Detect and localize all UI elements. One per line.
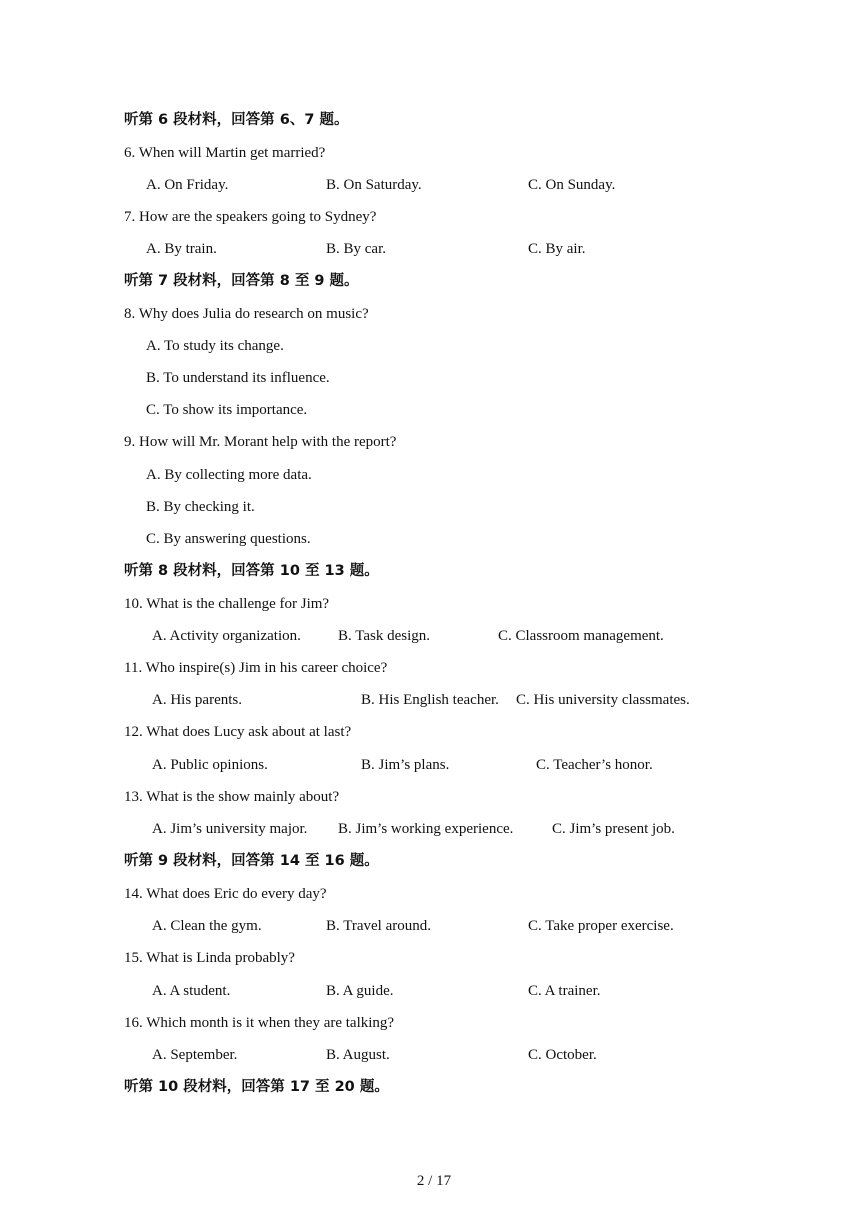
option-9c: C. By answering questions.: [146, 531, 311, 547]
option-14c: C. Take proper exercise.: [528, 918, 674, 934]
option-8a: A. To study its change.: [146, 338, 284, 354]
option-10b: B. Task design.: [338, 628, 431, 644]
option-16a: A. September.: [152, 1047, 238, 1063]
question-12: 12. What does Lucy ask about at last?: [124, 724, 352, 740]
option-16b: B. August.: [326, 1047, 390, 1063]
option-15c: C. A trainer.: [528, 983, 601, 999]
section-heading-9: 听第 9 段材料，回答第 14 至 16 题。: [124, 853, 379, 869]
option-12c: C. Teacher’s honor.: [536, 757, 653, 773]
option-15a: A. A student.: [152, 983, 231, 999]
question-10: 10. What is the challenge for Jim?: [124, 596, 330, 612]
option-9b: B. By checking it.: [146, 499, 255, 515]
option-11a: A. His parents.: [152, 692, 242, 708]
option-13a: A. Jim’s university major.: [152, 821, 308, 837]
page-number: 2 / 17: [416, 1173, 452, 1189]
option-13c: C. Jim’s present job.: [552, 821, 675, 837]
question-16: 16. Which month is it when they are talking?: [124, 1015, 395, 1031]
option-15b: B. A guide.: [326, 983, 394, 999]
question-15: 15. What is Linda probably?: [124, 950, 295, 966]
question-13: 13. What is the show mainly about?: [124, 789, 340, 805]
question-14: 14. What does Eric do every day?: [124, 886, 327, 902]
option-7a: A. By train.: [146, 241, 217, 257]
question-8: 8. Why does Julia do research on music?: [124, 306, 369, 322]
section-heading-7: 听第 7 段材料，回答第 8 至 9 题。: [124, 273, 359, 289]
question-9: 9. How will Mr. Morant help with the report?: [124, 434, 397, 450]
option-6c: C. On Sunday.: [528, 177, 616, 193]
option-6b: B. On Saturday.: [326, 177, 422, 193]
option-16c: C. October.: [528, 1047, 597, 1063]
option-14a: A. Clean the gym.: [152, 918, 262, 934]
option-14b: B. Travel around.: [326, 918, 431, 934]
option-13b: B. Jim’s working experience.: [338, 821, 514, 837]
question-6: 6. When will Martin get married?: [124, 145, 326, 161]
option-12b: B. Jim’s plans.: [361, 757, 450, 773]
question-7: 7. How are the speakers going to Sydney?: [124, 209, 377, 225]
option-7c: C. By air.: [528, 241, 586, 257]
option-8b: B. To understand its influence.: [146, 370, 330, 386]
option-11c: C. His university classmates.: [516, 692, 690, 708]
option-7b: B. By car.: [326, 241, 386, 257]
option-10c: C. Classroom management.: [498, 628, 664, 644]
option-10a: A. Activity organization.: [152, 628, 301, 644]
section-heading-6: 听第 6 段材料，回答第 6、7 题。: [124, 112, 349, 128]
option-12a: A. Public opinions.: [152, 757, 268, 773]
section-heading-10: 听第 10 段材料，回答第 17 至 20 题。: [124, 1079, 389, 1095]
question-11: 11. Who inspire(s) Jim in his career choice?: [124, 660, 388, 676]
section-heading-8: 听第 8 段材料，回答第 10 至 13 题。: [124, 563, 379, 579]
option-8c: C. To show its importance.: [146, 402, 308, 418]
option-11b: B. His English teacher.: [361, 692, 499, 708]
option-9a: A. By collecting more data.: [146, 467, 312, 483]
option-6a: A. On Friday.: [146, 177, 229, 193]
